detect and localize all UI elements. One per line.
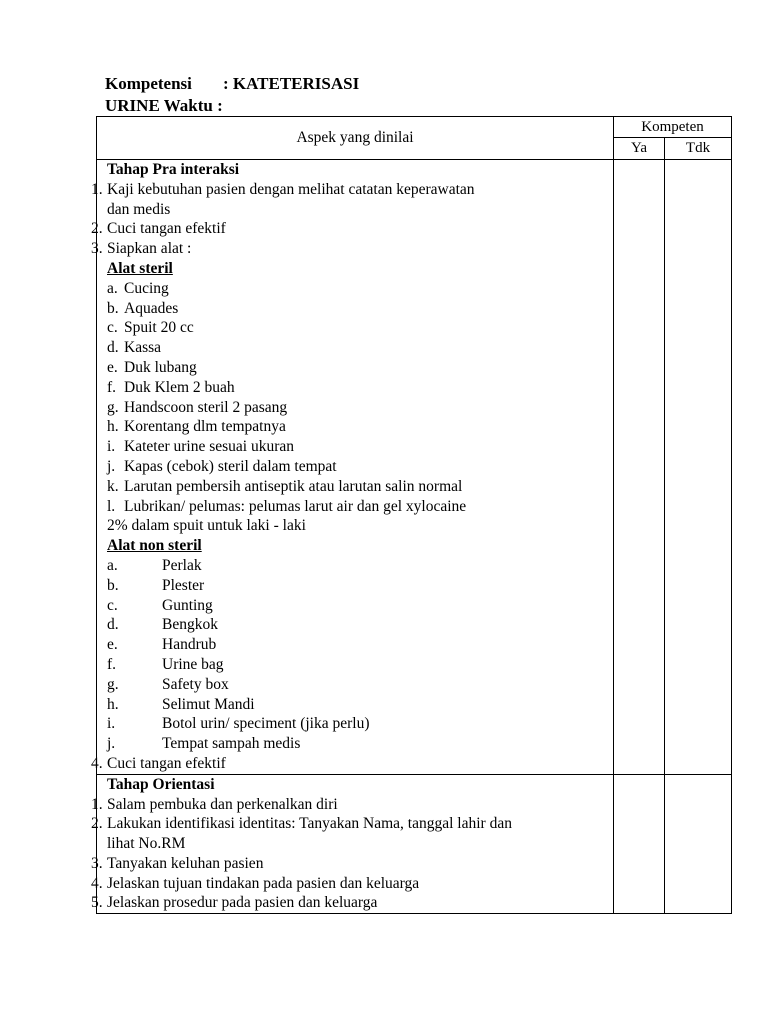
- list-item-text: Larutan pembersih antiseptik atau larutan salin normal: [124, 477, 463, 495]
- list-item-text: Tempat sampah medis: [162, 735, 301, 753]
- list-item-text: Aquades: [124, 299, 179, 317]
- ya-checkbox-cell[interactable]: [614, 774, 665, 914]
- column-header-ya: Ya: [614, 138, 665, 160]
- list-item-text: Handrub: [162, 636, 217, 654]
- list-item-text: Gunting: [162, 596, 213, 614]
- list-item-letter: d.: [107, 616, 119, 634]
- list-item: [97, 675, 613, 695]
- subheading-alat-steril: Alat steril: [107, 259, 173, 277]
- list-item: [97, 695, 613, 715]
- step-item: 1. Salam pembuka dan perkenalkan diri: [91, 795, 338, 813]
- list-item: [97, 576, 613, 596]
- list-item-letter: k.: [107, 477, 119, 495]
- list-item-letter: l.: [107, 497, 116, 515]
- list-item-letter: b.: [107, 299, 119, 317]
- list-item: [97, 615, 613, 635]
- list-item: [97, 714, 613, 734]
- list-item-text: Kassa: [124, 339, 162, 357]
- list-item-letter: b.: [107, 576, 119, 594]
- list-item-letter: h.: [107, 418, 119, 436]
- section-heading: Tahap Pra interaksi: [107, 161, 240, 178]
- step-item: 3. Siapkan alat :: [91, 240, 192, 258]
- step-item: 1. Kaji kebutuhan pasien dengan melihat catatan keperawatan: [91, 180, 475, 198]
- competency-value: : KATETERISASI: [223, 74, 360, 93]
- list-item-letter: i.: [107, 715, 116, 733]
- list-item-letter: f.: [107, 378, 117, 396]
- section-pra-interaksi: [97, 160, 732, 775]
- alat-non-steril-list: [97, 556, 613, 754]
- column-header-kompeten: Kompeten: [614, 117, 732, 138]
- list-item-letter: j.: [107, 457, 116, 475]
- list-item: [97, 497, 613, 517]
- list-item: [97, 279, 613, 299]
- list-item-text: Botol urin/ speciment (jika perlu): [162, 715, 370, 733]
- list-item-text: Kateter urine sesuai ukuran: [124, 438, 295, 456]
- list-item: [97, 398, 613, 418]
- competency-title: [105, 74, 359, 94]
- list-item-text: Cucing: [124, 279, 169, 297]
- list-item-letter: g.: [107, 398, 119, 416]
- list-item-letter: i.: [107, 438, 116, 456]
- competency-title-line2: URINE Waktu :: [105, 96, 223, 115]
- alat-steril-list: [97, 279, 613, 517]
- section-orientasi: [97, 774, 732, 914]
- list-item-text: Korentang dlm tempatnya: [124, 418, 286, 436]
- list-item: [97, 457, 613, 477]
- list-item: [97, 299, 613, 319]
- list-item: [97, 734, 613, 754]
- tdk-checkbox-cell[interactable]: [665, 160, 732, 775]
- list-item-text: Handscoon steril 2 pasang: [124, 398, 288, 416]
- step-item-cont: dan medis: [107, 200, 171, 218]
- list-item-text: Duk Klem 2 buah: [124, 378, 235, 396]
- tdk-checkbox-cell[interactable]: [665, 774, 732, 914]
- step-item: 4. Cuci tangan efektif: [91, 754, 226, 772]
- list-item-letter: g.: [107, 675, 119, 693]
- list-item: [97, 556, 613, 576]
- list-item-text: Safety box: [162, 675, 229, 693]
- list-item: [97, 417, 613, 437]
- list-item-letter: j.: [107, 735, 116, 753]
- list-item-text: Duk lubang: [124, 358, 197, 376]
- list-item: [97, 596, 613, 616]
- list-item: [97, 635, 613, 655]
- column-header-aspek: Aspek yang dinilai: [97, 117, 614, 160]
- step-item: 3. Tanyakan keluhan pasien: [91, 854, 264, 872]
- list-item-text: Kapas (cebok) steril dalam tempat: [124, 457, 337, 475]
- list-item: [97, 378, 613, 398]
- step-item: 2. Lakukan identifikasi identitas: Tanyakan Nama, tanggal lahir dan: [91, 815, 512, 833]
- list-item-text: Lubrikan/ pelumas: pelumas larut air dan gel xylocaine: [124, 497, 467, 515]
- list-item-letter: e.: [107, 358, 118, 376]
- section-content: [91, 774, 614, 914]
- section-heading: Tahap Orientasi: [107, 775, 215, 793]
- list-item-text: Bengkok: [162, 616, 218, 634]
- list-item: [97, 338, 613, 358]
- section-content: [91, 160, 614, 775]
- list-item: [97, 358, 613, 378]
- list-item-letter: a.: [107, 556, 118, 574]
- list-item: [97, 655, 613, 675]
- competency-label: Kompetensi: [105, 74, 192, 93]
- step-item: 2. Cuci tangan efektif: [91, 220, 226, 238]
- step-item-cont: lihat No.RM: [107, 835, 186, 853]
- list-item-text: Plester: [162, 576, 205, 594]
- list-item-text: Perlak: [162, 556, 202, 574]
- step-item: 4. Jelaskan tujuan tindakan pada pasien dan keluarga: [91, 874, 420, 892]
- column-header-tdk: Tdk: [665, 138, 732, 160]
- ya-checkbox-cell[interactable]: [614, 160, 665, 775]
- list-item-cont: 2% dalam spuit untuk laki - laki: [107, 517, 306, 535]
- list-item-text: Urine bag: [162, 655, 224, 673]
- list-item: [97, 477, 613, 497]
- assessment-table: [91, 116, 732, 914]
- list-item-text: Spuit 20 cc: [124, 319, 194, 337]
- list-item: [97, 437, 613, 457]
- subheading-alat-non-steril: Alat non steril: [107, 537, 202, 555]
- step-item: 5. Jelaskan prosedur pada pasien dan keluarga: [91, 894, 378, 912]
- list-item-text: Selimut Mandi: [162, 695, 255, 713]
- list-item: [97, 318, 613, 338]
- list-item-letter: c.: [107, 319, 118, 337]
- list-item-letter: e.: [107, 636, 118, 654]
- list-item-letter: h.: [107, 695, 119, 713]
- list-item-letter: d.: [107, 339, 119, 357]
- list-item-letter: f.: [107, 655, 117, 673]
- list-item-letter: c.: [107, 596, 118, 614]
- list-item-letter: a.: [107, 279, 118, 297]
